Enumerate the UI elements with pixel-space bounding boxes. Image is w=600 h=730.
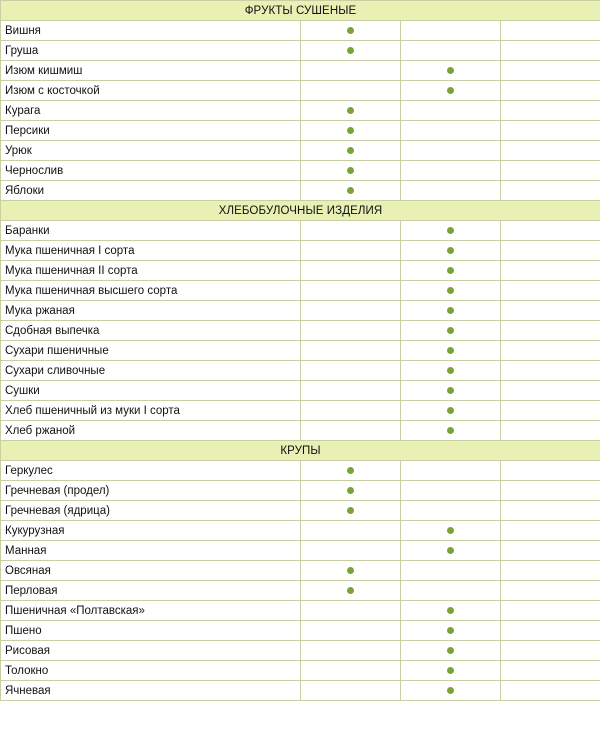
mark-cell-3 (501, 81, 600, 101)
item-name: Изюм с косточкой (1, 81, 301, 101)
mark-cell-3 (501, 161, 600, 181)
mark-cell-2 (401, 461, 501, 481)
mark-cell-3 (501, 101, 600, 121)
table-row (1, 341, 600, 361)
item-name: Пшеничная «Полтавская» (1, 601, 301, 621)
mark-cell-2 (401, 41, 501, 61)
item-name: Баранки (1, 221, 301, 241)
mark-cell-1 (301, 581, 401, 601)
item-name: Мука ржаная (1, 301, 301, 321)
section-title: ХЛЕБОБУЛОЧНЫЕ ИЗДЕЛИЯ (1, 201, 600, 221)
table-row (1, 241, 600, 261)
dot-icon (447, 67, 454, 74)
dot-icon (447, 687, 454, 694)
section-header (1, 201, 600, 221)
dot-icon (447, 247, 454, 254)
mark-cell-2 (401, 81, 501, 101)
mark-cell-3 (501, 461, 600, 481)
mark-cell-1 (301, 41, 401, 61)
section-title: ФРУКТЫ СУШЕНЫЕ (1, 1, 600, 21)
mark-cell-3 (501, 501, 600, 521)
mark-cell-2 (401, 681, 501, 701)
table-row (1, 541, 600, 561)
mark-cell-2 (401, 181, 501, 201)
mark-cell-2 (401, 641, 501, 661)
dot-icon (447, 227, 454, 234)
mark-cell-1 (301, 541, 401, 561)
dot-icon (347, 587, 354, 594)
dot-icon (447, 307, 454, 314)
mark-cell-1 (301, 421, 401, 441)
mark-cell-2 (401, 121, 501, 141)
mark-cell-2 (401, 601, 501, 621)
table-row (1, 321, 600, 341)
mark-cell-1 (301, 61, 401, 81)
mark-cell-1 (301, 661, 401, 681)
table-row (1, 41, 600, 61)
mark-cell-2 (401, 221, 501, 241)
mark-cell-2 (401, 561, 501, 581)
mark-cell-3 (501, 301, 600, 321)
mark-cell-1 (301, 221, 401, 241)
dot-icon (347, 187, 354, 194)
mark-cell-3 (501, 381, 600, 401)
table-row (1, 181, 600, 201)
item-name: Курага (1, 101, 301, 121)
item-name: Сушки (1, 381, 301, 401)
section-header (1, 1, 600, 21)
mark-cell-3 (501, 141, 600, 161)
item-name: Перловая (1, 581, 301, 601)
table-row (1, 481, 600, 501)
item-name: Мука пшеничная II сорта (1, 261, 301, 281)
table-row (1, 401, 600, 421)
mark-cell-2 (401, 481, 501, 501)
item-name: Пшено (1, 621, 301, 641)
section-title: КРУПЫ (1, 441, 600, 461)
mark-cell-3 (501, 341, 600, 361)
mark-cell-2 (401, 301, 501, 321)
table-row (1, 221, 600, 241)
mark-cell-1 (301, 21, 401, 41)
mark-cell-3 (501, 481, 600, 501)
dot-icon (347, 507, 354, 514)
mark-cell-3 (501, 21, 600, 41)
mark-cell-2 (401, 501, 501, 521)
mark-cell-1 (301, 601, 401, 621)
dot-icon (347, 487, 354, 494)
table-row (1, 121, 600, 141)
mark-cell-1 (301, 401, 401, 421)
mark-cell-3 (501, 681, 600, 701)
table-row (1, 681, 600, 701)
item-name: Ячневая (1, 681, 301, 701)
mark-cell-2 (401, 61, 501, 81)
mark-cell-1 (301, 681, 401, 701)
item-name: Кукурузная (1, 521, 301, 541)
mark-cell-2 (401, 401, 501, 421)
table-row (1, 641, 600, 661)
item-name: Чернослив (1, 161, 301, 181)
mark-cell-1 (301, 181, 401, 201)
mark-cell-1 (301, 141, 401, 161)
table-row (1, 101, 600, 121)
mark-cell-1 (301, 301, 401, 321)
mark-cell-2 (401, 541, 501, 561)
table-row (1, 141, 600, 161)
mark-cell-3 (501, 421, 600, 441)
mark-cell-1 (301, 641, 401, 661)
dot-icon (347, 47, 354, 54)
dot-icon (447, 327, 454, 334)
dot-icon (447, 627, 454, 634)
mark-cell-3 (501, 321, 600, 341)
table-row (1, 21, 600, 41)
dot-icon (347, 27, 354, 34)
dot-icon (447, 527, 454, 534)
mark-cell-2 (401, 101, 501, 121)
mark-cell-3 (501, 641, 600, 661)
mark-cell-1 (301, 241, 401, 261)
mark-cell-3 (501, 601, 600, 621)
mark-cell-2 (401, 661, 501, 681)
mark-cell-2 (401, 281, 501, 301)
dot-icon (447, 287, 454, 294)
dot-icon (347, 167, 354, 174)
item-name: Персики (1, 121, 301, 141)
mark-cell-2 (401, 161, 501, 181)
item-name: Сухари сливочные (1, 361, 301, 381)
mark-cell-3 (501, 521, 600, 541)
mark-cell-2 (401, 361, 501, 381)
mark-cell-2 (401, 421, 501, 441)
table-row (1, 421, 600, 441)
mark-cell-3 (501, 621, 600, 641)
mark-cell-3 (501, 581, 600, 601)
dot-icon (347, 567, 354, 574)
mark-cell-1 (301, 81, 401, 101)
mark-cell-3 (501, 41, 600, 61)
mark-cell-3 (501, 281, 600, 301)
mark-cell-1 (301, 561, 401, 581)
dot-icon (347, 147, 354, 154)
item-name: Урюк (1, 141, 301, 161)
table-row (1, 361, 600, 381)
table-row (1, 521, 600, 541)
dot-icon (447, 547, 454, 554)
item-name: Мука пшеничная I сорта (1, 241, 301, 261)
dot-icon (447, 267, 454, 274)
mark-cell-3 (501, 401, 600, 421)
mark-cell-1 (301, 481, 401, 501)
item-name: Груша (1, 41, 301, 61)
item-name: Толокно (1, 661, 301, 681)
mark-cell-2 (401, 141, 501, 161)
table-row (1, 621, 600, 641)
item-name: Изюм кишмиш (1, 61, 301, 81)
mark-cell-1 (301, 521, 401, 541)
item-name: Сдобная выпечка (1, 321, 301, 341)
mark-cell-1 (301, 321, 401, 341)
dot-icon (447, 387, 454, 394)
item-name: Овсяная (1, 561, 301, 581)
dot-icon (447, 427, 454, 434)
table-row (1, 461, 600, 481)
item-name: Гречневая (продел) (1, 481, 301, 501)
dot-icon (447, 667, 454, 674)
item-name: Яблоки (1, 181, 301, 201)
table-row (1, 381, 600, 401)
table-body (1, 1, 600, 701)
section-header (1, 441, 600, 461)
mark-cell-3 (501, 221, 600, 241)
dot-icon (447, 607, 454, 614)
dot-icon (347, 467, 354, 474)
table-row (1, 561, 600, 581)
mark-cell-3 (501, 661, 600, 681)
mark-cell-3 (501, 361, 600, 381)
dot-icon (447, 647, 454, 654)
mark-cell-1 (301, 341, 401, 361)
mark-cell-1 (301, 281, 401, 301)
mark-cell-1 (301, 121, 401, 141)
mark-cell-3 (501, 241, 600, 261)
mark-cell-2 (401, 341, 501, 361)
mark-cell-1 (301, 501, 401, 521)
dot-icon (447, 367, 454, 374)
table-row (1, 601, 600, 621)
item-name: Гречневая (ядрица) (1, 501, 301, 521)
mark-cell-3 (501, 61, 600, 81)
item-name: Вишня (1, 21, 301, 41)
mark-cell-2 (401, 261, 501, 281)
mark-cell-3 (501, 541, 600, 561)
mark-cell-2 (401, 521, 501, 541)
mark-cell-3 (501, 561, 600, 581)
table-row (1, 61, 600, 81)
item-name: Манная (1, 541, 301, 561)
mark-cell-2 (401, 241, 501, 261)
mark-cell-2 (401, 621, 501, 641)
mark-cell-3 (501, 261, 600, 281)
table-row (1, 661, 600, 681)
mark-cell-2 (401, 321, 501, 341)
mark-cell-2 (401, 381, 501, 401)
table-row (1, 301, 600, 321)
mark-cell-1 (301, 161, 401, 181)
dot-icon (447, 407, 454, 414)
item-name: Рисовая (1, 641, 301, 661)
mark-cell-1 (301, 261, 401, 281)
mark-cell-1 (301, 381, 401, 401)
table-row (1, 81, 600, 101)
mark-cell-3 (501, 181, 600, 201)
dot-icon (447, 347, 454, 354)
table-row (1, 581, 600, 601)
table-row (1, 161, 600, 181)
mark-cell-2 (401, 581, 501, 601)
mark-cell-3 (501, 121, 600, 141)
dot-icon (447, 87, 454, 94)
table-row (1, 281, 600, 301)
mark-cell-1 (301, 621, 401, 641)
mark-cell-1 (301, 361, 401, 381)
mark-cell-1 (301, 461, 401, 481)
item-name: Геркулес (1, 461, 301, 481)
table-row (1, 501, 600, 521)
dot-icon (347, 127, 354, 134)
table-row (1, 261, 600, 281)
item-name: Хлеб ржаной (1, 421, 301, 441)
item-name: Сухари пшеничные (1, 341, 301, 361)
dot-icon (347, 107, 354, 114)
mark-cell-1 (301, 101, 401, 121)
item-name: Мука пшеничная высшего сорта (1, 281, 301, 301)
mark-cell-2 (401, 21, 501, 41)
item-name: Хлеб пшеничный из муки I сорта (1, 401, 301, 421)
